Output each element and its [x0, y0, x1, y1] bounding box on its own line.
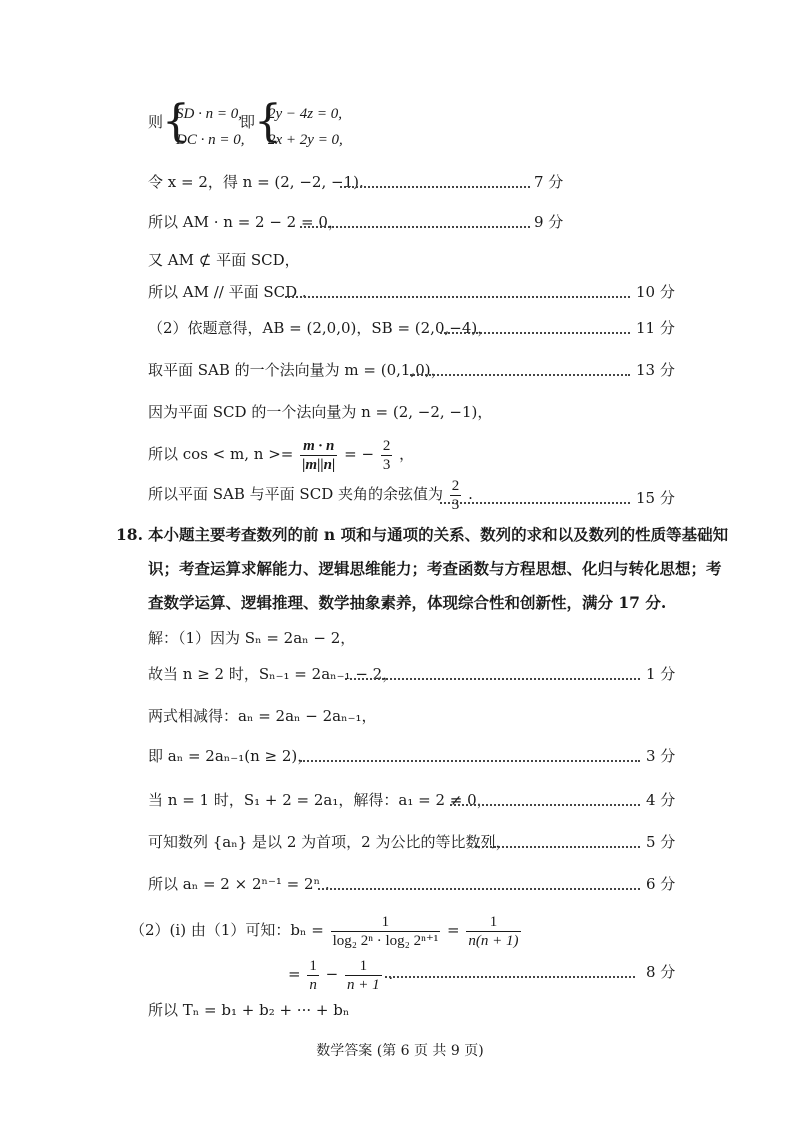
sol-line-7: 所以 aₙ = 2 × 2ⁿ⁻¹ = 2ⁿ .: [148, 875, 330, 893]
dots: [410, 374, 630, 376]
cos-prefix: 所以 cos < m, n >=: [148, 445, 294, 463]
dots: [450, 804, 640, 806]
sol-line-2: 故当 n ≥ 2 时，Sₙ₋₁ = 2aₙ₋₁ − 2，: [148, 665, 398, 683]
sol-line-1: 解：（1）因为 Sₙ = 2aₙ − 2，: [148, 629, 356, 647]
fraction-2-3: [450, 477, 462, 514]
equals-minus: = −: [344, 445, 375, 463]
equals: =: [288, 965, 301, 983]
frac-num: 2: [451, 477, 460, 494]
left-brace-2: {: [254, 96, 282, 147]
page-footer: 数学答案 (第 6 页 共 9 页): [316, 1043, 484, 1059]
frac-den: 3: [451, 496, 460, 513]
score-11: 11 分: [636, 319, 675, 337]
score-4: 4 分: [646, 791, 676, 809]
score-6: 6 分: [646, 875, 676, 893]
dots: [300, 760, 640, 762]
fraction-1-n: [307, 957, 319, 994]
score-15: 15 分: [636, 489, 675, 507]
frac-num: 1: [345, 957, 382, 976]
line-normal-m: 取平面 SAB 的一个法向量为 m = (0,1,0)，: [148, 361, 446, 379]
eq-2x-2y: 2x + 2y = 0,: [268, 132, 343, 148]
score-7: 7 分: [534, 173, 564, 191]
sol-line-3: 两式相减得：aₙ = 2aₙ − 2aₙ₋₁，: [148, 707, 377, 725]
cosine-prefix: 所以平面 SAB 与平面 SCD 夹角的余弦值为: [148, 485, 443, 503]
frac-den: log₂ 2ⁿ · log₂ 2ⁿ⁺¹: [332, 932, 439, 949]
frac-num: 1: [309, 957, 317, 974]
minus: −: [325, 965, 339, 983]
sol-line-10: 所以 Tₙ = b₁ + b₂ + ··· + bₙ: [148, 1001, 350, 1019]
frac-den: 3: [382, 456, 391, 473]
text-ze: 则: [148, 113, 164, 131]
score-3: 3 分: [646, 747, 676, 765]
q18-intro-1: 本小题主要考查数列的前 n 项和与通项的关系、数列的求和以及数列的性质等基础知: [148, 525, 729, 544]
q18-intro-2: 识；考查运算求解能力、逻辑思维能力；考查函数与方程思想、化归与转化思想；考: [148, 559, 722, 578]
frac-num: 1: [331, 913, 441, 932]
score-1: 1 分: [646, 665, 676, 683]
dots: [475, 846, 640, 848]
line-let-x: 令 x = 2，得 n = (2, −2, −1).: [148, 173, 364, 191]
frac-den: n(n + 1): [468, 932, 519, 949]
dots: [385, 976, 635, 978]
frac-num: 2: [382, 437, 391, 454]
line-am-n: 所以 AM · n = 2 − 2 = 0，: [148, 213, 343, 231]
fraction-1-n1: [345, 957, 382, 994]
fraction-nn1: [466, 913, 520, 950]
line-normal-n: 因为平面 SCD 的一个法向量为 n = (2, −2, −1)，: [148, 403, 493, 421]
left-brace-1: {: [162, 96, 190, 147]
score-8: 8 分: [646, 963, 676, 981]
frac-num: m · n: [300, 437, 337, 456]
dots: [345, 678, 640, 680]
comma: ，: [399, 445, 415, 463]
line-cosine-value: [148, 474, 473, 514]
dots: [440, 502, 630, 504]
fraction-log: [331, 913, 441, 950]
q18-number: 18.: [116, 525, 143, 544]
dots: [285, 296, 630, 298]
dots: [300, 226, 530, 228]
line-am-parallel: 所以 AM // 平面 SCD .: [148, 283, 307, 301]
score-10: 10 分: [636, 283, 675, 301]
frac-den: n + 1: [347, 976, 380, 993]
line-am-not-in-plane: 又 AM ⊄ 平面 SCD，: [148, 251, 300, 269]
sol-line-8: [130, 910, 523, 950]
q18-intro-3: 查数学运算、逻辑推理、数学抽象素养，体现综合性和创新性，满分 17 分.: [148, 593, 667, 612]
sol-line-5: 当 n = 1 时，S₁ + 2 = 2a₁，解得：a₁ = 2 ≠ 0，: [148, 791, 492, 809]
part2-prefix: （2）(i) 由（1）可知：bₙ =: [130, 921, 324, 939]
period: .: [388, 965, 394, 983]
line-cos: [148, 434, 414, 474]
fraction-2-3: [381, 437, 393, 474]
score-9: 9 分: [534, 213, 564, 231]
fraction-mn: [300, 437, 337, 474]
dots: [340, 186, 530, 188]
equals: =: [447, 921, 460, 939]
dots: [318, 888, 640, 890]
frac-den: |m||n|: [302, 456, 336, 473]
eq-sd-n: SD · n = 0,: [176, 106, 242, 122]
text-ji: 即: [240, 113, 256, 131]
eq-dc-n: DC · n = 0,: [176, 132, 245, 148]
equation-system-line: [148, 112, 163, 132]
sol-line-6: 可知数列 {aₙ} 是以 2 为首项，2 为公比的等比数列，: [148, 833, 511, 851]
score-13: 13 分: [636, 361, 675, 379]
sol-line-9: [288, 954, 393, 994]
period: .: [468, 485, 473, 503]
frac-num: 1: [466, 913, 520, 932]
eq-2y-4z: 2y − 4z = 0,: [268, 106, 342, 122]
line-part2-vectors: （2）依题意得，AB = (2,0,0)，SB = (2,0,−4)，: [148, 319, 493, 337]
score-5: 5 分: [646, 833, 676, 851]
sol-line-4: 即 aₙ = 2aₙ₋₁(n ≥ 2)，: [148, 747, 313, 765]
frac-den: n: [309, 976, 317, 993]
dots: [440, 332, 630, 334]
